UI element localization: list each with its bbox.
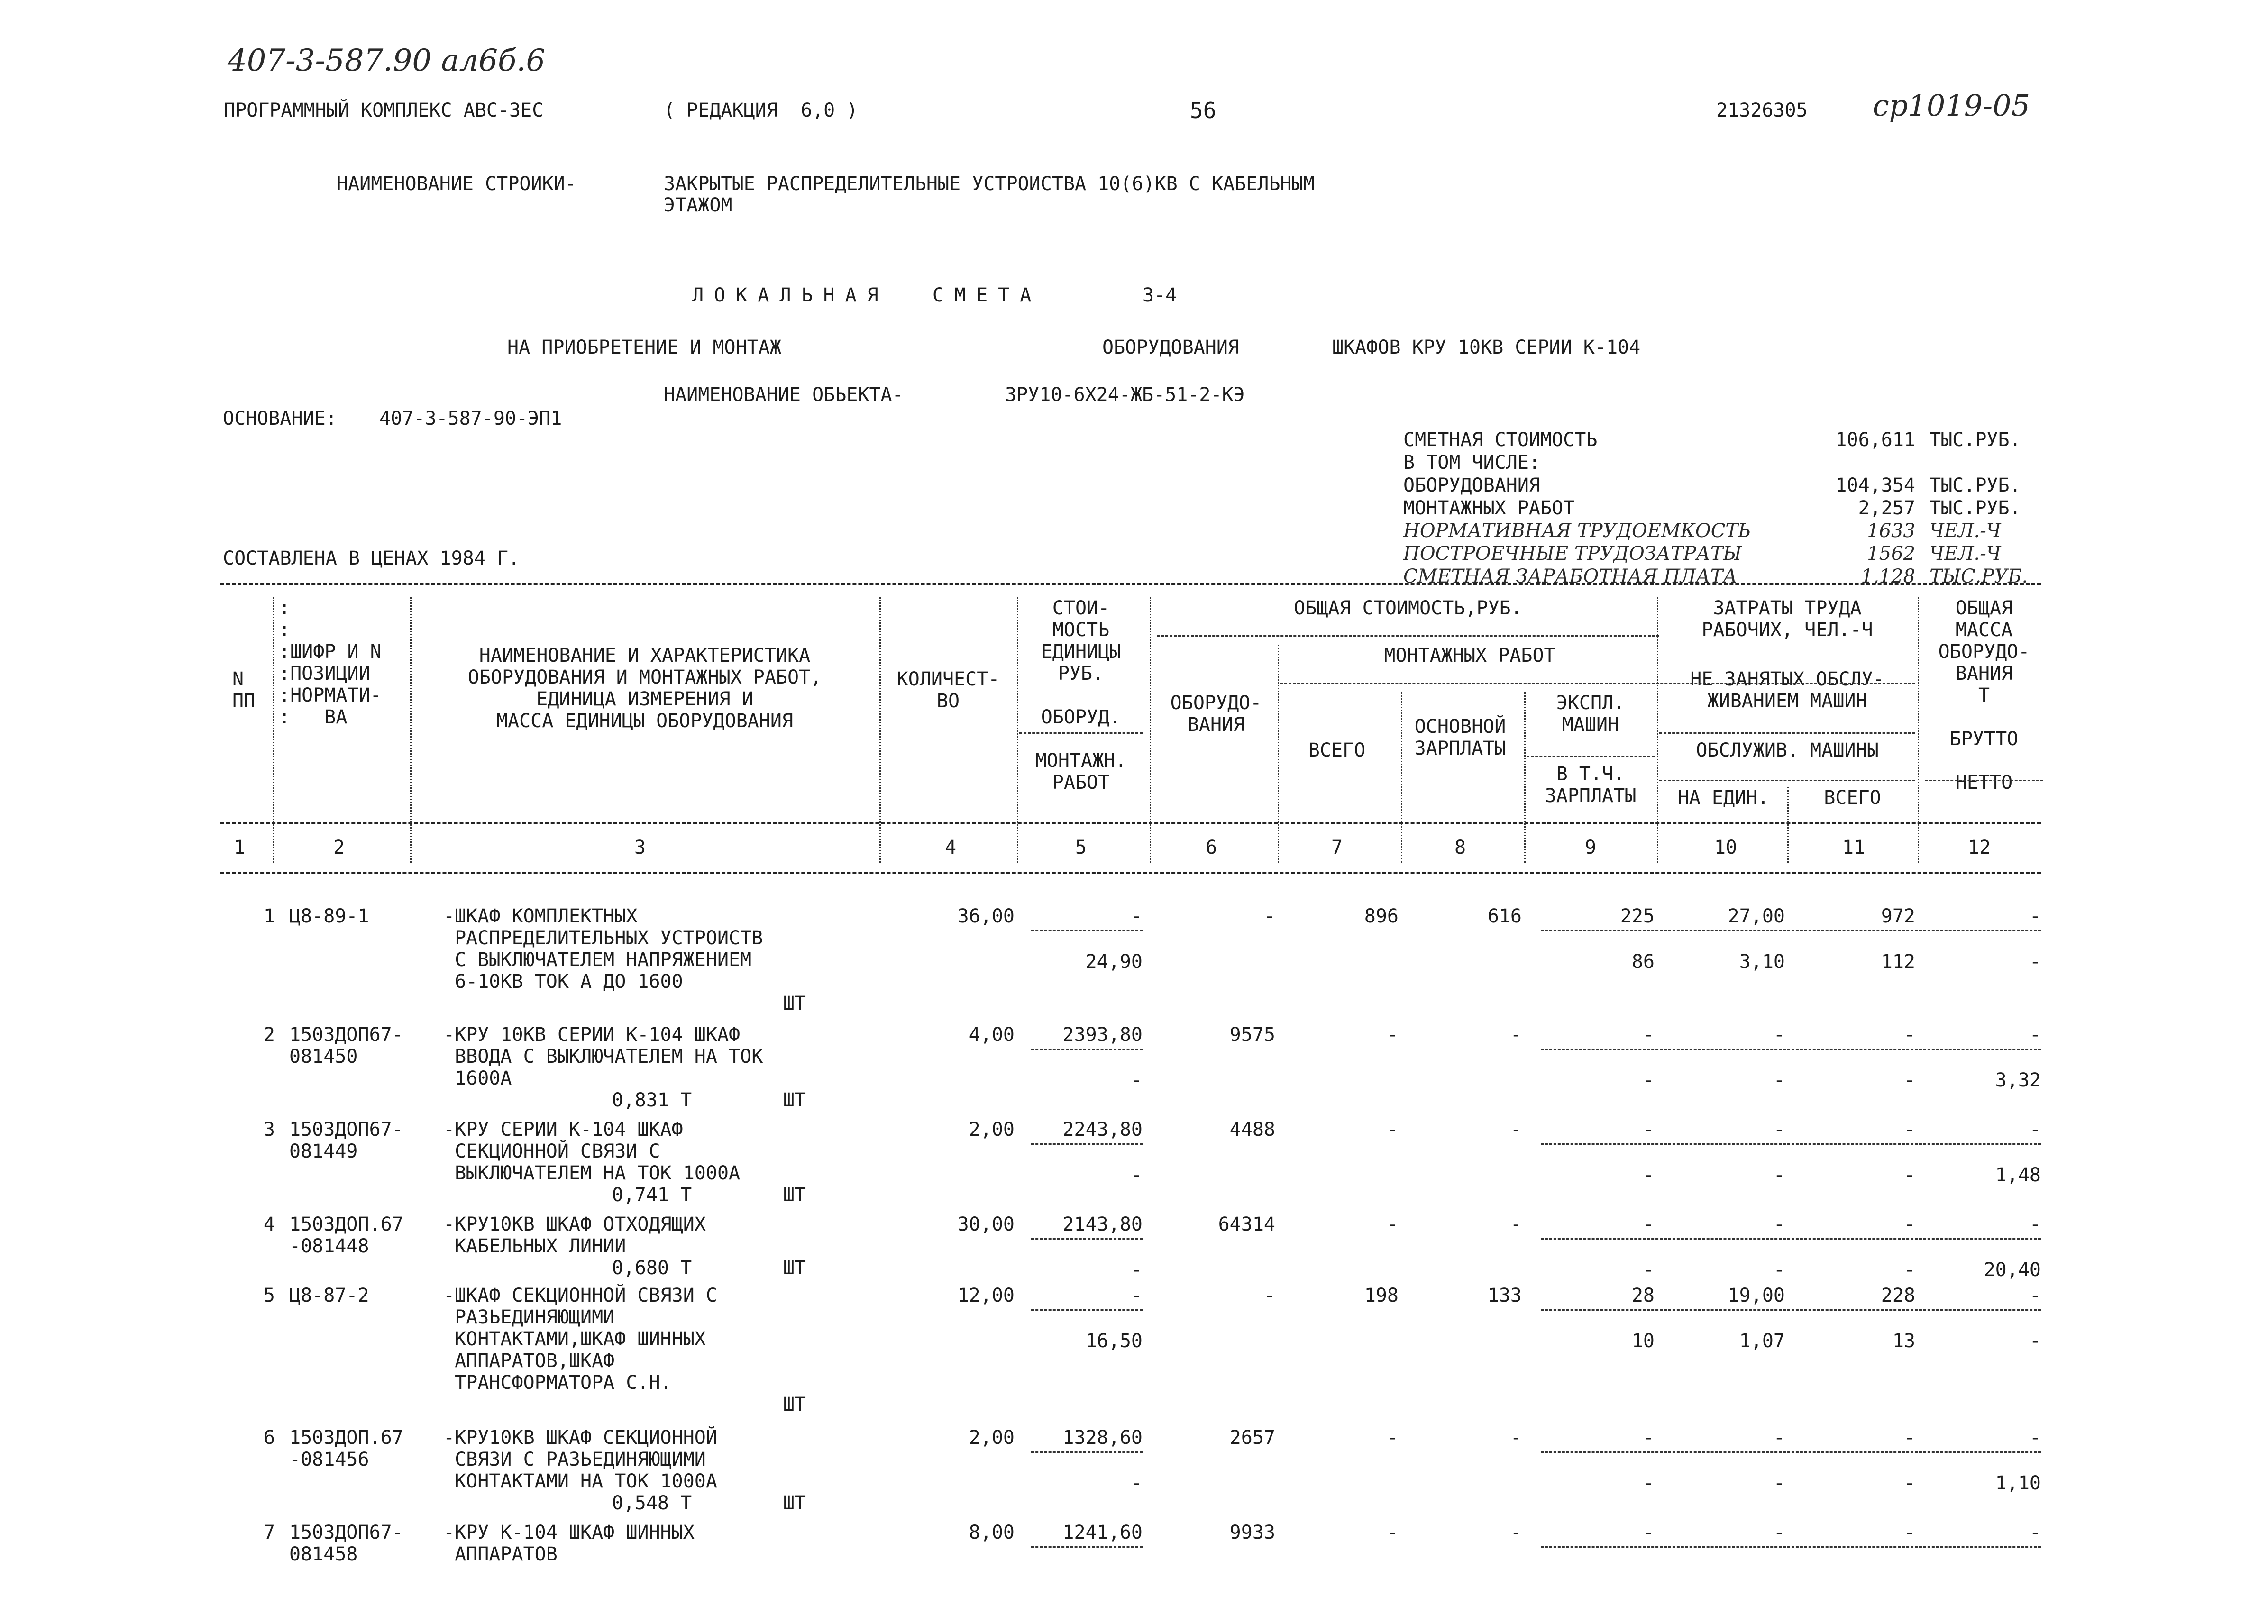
cell-m_labor_total: - <box>1903 1259 1915 1281</box>
vsep-8 <box>1524 692 1526 863</box>
cell-eq_total: - <box>1263 1285 1275 1306</box>
cell-m_labor_total: - <box>1903 1472 1915 1494</box>
cell-m_labor_unit: 1,07 <box>1739 1330 1785 1352</box>
summary-label: ОБОРУДОВАНИЯ <box>1403 474 1540 496</box>
header-rule-install <box>1280 683 1915 684</box>
cell-eq_unit: 2143,80 <box>1062 1213 1143 1235</box>
cell-netto: - <box>2029 1330 2041 1352</box>
summary-value: 1,128 <box>1861 566 1915 587</box>
cell-m_labor_unit: - <box>1773 1069 1785 1091</box>
summary-value: 1562 <box>1867 543 1915 565</box>
header-col3: НАИМЕНОВАНИЕ И ХАРАКТЕРИСТИКА ОБОРУДОВАНИЯ И МОНТАЖНЫХ РАБОТ, ЕДИНИЦА ИЗМЕРЕНИЯ И МАССА ЕДИНИЦЫ ОБОРУДОВАНИЯ <box>467 645 822 732</box>
row-underline <box>1541 1546 2041 1548</box>
cell-m_labor_unit: - <box>1773 1259 1785 1281</box>
cell-eq_total: - <box>1263 905 1275 927</box>
row-number: 6 <box>263 1427 275 1449</box>
column-number: 5 <box>1075 837 1087 858</box>
row-code: 1503ДОП67- 081449 <box>289 1119 403 1162</box>
header-rule-total <box>1157 635 1659 637</box>
row-name: -КРУ СЕРИИ К-104 ШКАФ СЕКЦИОННОЙ СВЯЗИ С ВЫКЛЮЧАТЕЛЕМ НА ТОК 1000А <box>443 1119 741 1184</box>
row-name: -КРУ 10КВ СЕРИИ К-104 ШКАФ ВВОДА С ВЫКЛЮЧАТЕЛЕМ НА ТОК 1600А <box>443 1024 763 1089</box>
handwritten-code: ср1019-05 <box>1873 88 2030 123</box>
row-name: -КРУ10КВ ШКАФ СЕКЦИОННОЙ СВЯЗИ С РАЗЬЕДИНЯЮЩИМИ КОНТАКТАМИ НА ТОК 1000А <box>443 1427 717 1492</box>
cell-eq_unit: - <box>1131 1285 1143 1306</box>
cell-mach: 225 <box>1620 905 1655 927</box>
row-underline <box>1541 1143 2041 1145</box>
cell-labor_total: - <box>1903 1119 1915 1140</box>
document-number: 3-4 <box>1143 284 1177 306</box>
column-number: 6 <box>1205 837 1217 858</box>
cell-netto: - <box>2029 951 2041 973</box>
row-number: 3 <box>263 1119 275 1140</box>
header-bottom-rule <box>220 872 2041 874</box>
header-col9-machines: ЭКСПЛ. МАШИН <box>1556 692 1625 736</box>
header-rule-unit-cost <box>1019 732 1143 734</box>
cell-mach_wage: - <box>1643 1472 1655 1494</box>
header-rule-mach <box>1527 756 1655 757</box>
cell-labor_unit: 19,00 <box>1728 1285 1785 1306</box>
header-total-cost: ОБЩАЯ СТОИМОСТЬ,РУБ. <box>1294 597 1522 619</box>
row-mass-unit: 0,831 Т ШТ <box>612 1089 806 1111</box>
header-col9-wages: В Т.Ч. ЗАРПЛАТЫ <box>1545 763 1637 807</box>
summary-unit: ТЫС.РУБ. <box>1930 429 2021 451</box>
column-number: 2 <box>333 837 345 858</box>
cell-mach_wage: - <box>1643 1259 1655 1281</box>
basis-value: 407-3-587-90-ЭП1 <box>379 408 562 429</box>
cell-base_wage: 616 <box>1487 905 1522 927</box>
summary-label: ПОСТРОЕЧНЫЕ ТРУДОЗАТРАТЫ <box>1403 543 1742 565</box>
column-number: 11 <box>1842 837 1866 858</box>
row-mass-unit: ШТ <box>783 1394 806 1415</box>
vsep-11 <box>1918 597 1919 863</box>
cell-mach: - <box>1643 1522 1655 1543</box>
row-code: 1503ДОП.67 -081448 <box>289 1213 403 1257</box>
cell-mach: - <box>1643 1119 1655 1140</box>
row-name: -ШКАФ КОМПЛЕКТНЫХ РАСПРЕДЕЛИТЕЛЬНЫХ УСТРОИСТВ С ВЫКЛЮЧАТЕЛЕМ НАПРЯЖЕНИЕМ 6-10КВ ТОК А ДО 1600 <box>443 905 763 993</box>
cell-labor_unit: 27,00 <box>1728 905 1785 927</box>
row-mass-unit: ШТ <box>783 993 806 1014</box>
header-col2: : : :ШИФР И N :ПОЗИЦИИ :НОРМАТИ- : ВА <box>279 597 382 728</box>
program-name: ПРОГРАММНЫЙ КОМПЛЕКС АВС-3ЕС <box>224 100 544 121</box>
column-number: 1 <box>233 837 246 858</box>
cell-inst_unit: - <box>1131 1164 1143 1186</box>
cell-labor_total: 972 <box>1881 905 1915 927</box>
column-number: 3 <box>634 837 646 858</box>
summary-label: МОНТАЖНЫХ РАБОТ <box>1403 497 1575 519</box>
vsep-7 <box>1401 692 1402 863</box>
summary-unit: ЧЕЛ.-Ч <box>1930 543 2001 565</box>
row-name: -КРУ10КВ ШКАФ ОТХОДЯЩИХ КАБЕЛЬНЫХ ЛИНИИ <box>443 1213 706 1257</box>
column-number: 12 <box>1967 837 1991 858</box>
row-name: -ШКАФ СЕКЦИОННОЙ СВЯЗИ С РАЗЬЕДИНЯЮЩИМИ КОНТАКТАМИ,ШКАФ ШИННЫХ АППАРАТОВ,ШКАФ ТРАНСФОРМАТОРА С.Н. <box>443 1285 717 1394</box>
cell-eq_total: 9933 <box>1229 1522 1275 1543</box>
row-code: 1503ДОП67- 081450 <box>289 1024 403 1067</box>
cell-brutto: - <box>2029 1024 2041 1046</box>
cell-m_labor_total: - <box>1903 1164 1915 1186</box>
row-mass-unit: 0,680 Т ШТ <box>612 1257 806 1279</box>
cell-inst_total: - <box>1387 1213 1399 1235</box>
row-underline <box>1541 1049 2041 1050</box>
vsep-10 <box>1787 787 1789 863</box>
column-number: 7 <box>1331 837 1343 858</box>
header-rule-labor2 <box>1659 780 1915 781</box>
cell-inst_unit: 16,50 <box>1085 1330 1143 1352</box>
cell-brutto: - <box>2029 1213 2041 1235</box>
cell-m_labor_total: 112 <box>1881 951 1915 973</box>
summary-unit: ТЫС.РУБ. <box>1930 497 2021 519</box>
vsep-3 <box>879 597 881 863</box>
cell-eq_total: 9575 <box>1229 1024 1275 1046</box>
summary-label: НОРМАТИВНАЯ ТРУДОЕМКОСТЬ <box>1403 520 1751 542</box>
summary-label: СМЕТНАЯ ЗАРАБОТНАЯ ПЛАТА <box>1403 566 1738 587</box>
column-number: 9 <box>1584 837 1597 858</box>
cell-qty: 36,00 <box>957 905 1015 927</box>
row-mass-unit: 0,741 Т ШТ <box>612 1184 806 1206</box>
cell-base_wage: - <box>1510 1213 1522 1235</box>
cell-inst_total: - <box>1387 1119 1399 1140</box>
vsep-1 <box>273 597 274 863</box>
program-edition: ( РЕДАКЦИЯ 6,0 ) <box>664 100 858 121</box>
object-label: НАИМЕНОВАНИЕ ОБЬЕКТА- <box>664 384 904 406</box>
cell-mach_wage: - <box>1643 1164 1655 1186</box>
subject-part2: ОБОРУДОВАНИЯ <box>1102 337 1239 358</box>
vsep-6 <box>1278 645 1279 863</box>
cell-labor_unit: - <box>1773 1213 1785 1235</box>
vsep-9 <box>1657 597 1658 863</box>
cell-mach_wage: 86 <box>1631 951 1655 973</box>
header-mid-rule <box>220 822 2041 824</box>
cell-mach_wage: - <box>1643 1069 1655 1091</box>
summary-value: 1633 <box>1867 520 1915 542</box>
row-underline <box>1031 1451 1143 1453</box>
row-underline <box>1541 1238 2041 1240</box>
header-rule-labor <box>1659 732 1915 734</box>
construction-label: НАИМЕНОВАНИЕ СТРОИКИ- <box>337 173 576 195</box>
header-top-rule <box>220 583 2041 585</box>
cell-inst_total: 198 <box>1364 1285 1399 1306</box>
row-number: 1 <box>263 905 275 927</box>
header-labor-no-machines: НЕ ЗАНЯТЫХ ОБСЛУ- ЖИВАНИЕМ МАШИН <box>1690 668 1884 712</box>
cell-mach: - <box>1643 1024 1655 1046</box>
cell-eq_total: 4488 <box>1229 1119 1275 1140</box>
cell-mach_wage: 10 <box>1631 1330 1655 1352</box>
summary-value: 104,354 <box>1835 474 1915 496</box>
cell-labor_unit: - <box>1773 1522 1785 1543</box>
prices-basis: СОСТАВЛЕНА В ЦЕНАХ 1984 Г. <box>223 547 520 569</box>
row-code: 1503ДОП.67 -081456 <box>289 1427 403 1470</box>
row-number: 5 <box>263 1285 275 1306</box>
row-mass-unit: 0,548 Т ШТ <box>612 1492 806 1514</box>
header-col7: ВСЕГО <box>1308 739 1366 761</box>
cell-m_labor_unit: - <box>1773 1164 1785 1186</box>
cell-qty: 30,00 <box>957 1213 1015 1235</box>
subject-part1: НА ПРИОБРЕТЕНИЕ И МОНТАЖ <box>507 337 781 358</box>
header-col11: ВСЕГО <box>1824 787 1881 809</box>
cell-eq_total: 2657 <box>1229 1427 1275 1449</box>
object-value: ЗРУ10-6Х24-ЖБ-51-2-КЭ <box>1005 384 1245 406</box>
summary-value: 106,611 <box>1835 429 1915 451</box>
cell-qty: 2,00 <box>969 1119 1015 1140</box>
column-number: 4 <box>944 837 957 858</box>
row-number: 4 <box>263 1213 275 1235</box>
cell-m_labor_unit: 3,10 <box>1739 951 1785 973</box>
row-number: 7 <box>263 1522 275 1543</box>
construction-name-line1: ЗАКРЫТЫЕ РАСПРЕДЕЛИТЕЛЬНЫЕ УСТРОИСТВА 10(6)КВ С КАБЕЛЬНЫМ <box>664 173 1315 195</box>
row-underline <box>1031 1238 1143 1240</box>
row-underline <box>1031 1309 1143 1311</box>
row-code: Ц8-89-1 <box>289 905 369 927</box>
summary-unit: ЧЕЛ.-Ч <box>1930 520 2001 542</box>
header-col8: ОСНОВНОЙ ЗАРПЛАТЫ <box>1414 716 1506 759</box>
cell-eq_total: 64314 <box>1218 1213 1275 1235</box>
cell-m_labor_unit: - <box>1773 1472 1785 1494</box>
column-number: 8 <box>1454 837 1466 858</box>
cell-labor_unit: - <box>1773 1119 1785 1140</box>
header-col5: СТОИ- МОСТЬ ЕДИНИЦЫ РУБ. ОБОРУД. МОНТАЖН. РАБОТ <box>1035 597 1127 794</box>
cell-inst_unit: - <box>1131 1069 1143 1091</box>
cell-mach: - <box>1643 1427 1655 1449</box>
cell-qty: 8,00 <box>969 1522 1015 1543</box>
cell-labor_total: - <box>1903 1213 1915 1235</box>
vsep-5 <box>1150 597 1151 863</box>
cell-inst_total: - <box>1387 1522 1399 1543</box>
header-col6: ОБОРУДО- ВАНИЯ <box>1170 692 1262 736</box>
header-col1: N ПП <box>232 668 256 712</box>
column-number: 10 <box>1714 837 1738 858</box>
cell-eq_unit: 1328,60 <box>1062 1427 1143 1449</box>
row-underline <box>1541 930 2041 931</box>
row-underline <box>1541 1451 2041 1453</box>
header-col4: КОЛИЧЕСТ- ВО <box>896 668 1000 712</box>
header-col12: ОБЩАЯ МАССА ОБОРУДО- ВАНИЯ Т БРУТТО НЕТТО <box>1938 597 2030 794</box>
cell-eq_unit: 2243,80 <box>1062 1119 1143 1140</box>
handwritten-archive-number: 407-3-587.90 ал6б.6 <box>228 43 546 78</box>
cell-brutto: - <box>2029 1119 2041 1140</box>
cell-inst_unit: 24,90 <box>1085 951 1143 973</box>
header-labor: ЗАТРАТЫ ТРУДА РАБОЧИХ, ЧЕЛ.-Ч <box>1701 597 1873 641</box>
cell-mach: 28 <box>1631 1285 1655 1306</box>
row-code: 1503ДОП67- 081458 <box>289 1522 403 1565</box>
cell-labor_total: - <box>1903 1024 1915 1046</box>
header-col10: НА ЕДИН. <box>1677 787 1769 809</box>
cell-base_wage: - <box>1510 1427 1522 1449</box>
cell-mach: - <box>1643 1213 1655 1235</box>
cell-inst_total: - <box>1387 1427 1399 1449</box>
cell-inst_unit: - <box>1131 1259 1143 1281</box>
cell-qty: 12,00 <box>957 1285 1015 1306</box>
summary-label: В ТОМ ЧИСЛЕ: <box>1403 452 1540 474</box>
cell-netto: 1,10 <box>1995 1472 2041 1494</box>
row-underline <box>1031 1143 1143 1145</box>
row-underline <box>1541 1309 2041 1311</box>
cell-base_wage: - <box>1510 1024 1522 1046</box>
cell-brutto: - <box>2029 1285 2041 1306</box>
cell-qty: 4,00 <box>969 1024 1015 1046</box>
cell-netto: 3,32 <box>1995 1069 2041 1091</box>
vsep-4 <box>1017 597 1018 863</box>
cell-labor_unit: - <box>1773 1024 1785 1046</box>
cell-base_wage: 133 <box>1487 1285 1522 1306</box>
cell-netto: 1,48 <box>1995 1164 2041 1186</box>
summary-unit: ТЫС.РУБ. <box>1930 566 2028 587</box>
document-code: 21326305 <box>1716 100 1808 121</box>
cell-labor_unit: - <box>1773 1427 1785 1449</box>
cell-brutto: - <box>2029 1522 2041 1543</box>
cell-inst_total: - <box>1387 1024 1399 1046</box>
cell-m_labor_total: - <box>1903 1069 1915 1091</box>
row-number: 2 <box>263 1024 275 1046</box>
cell-qty: 2,00 <box>969 1427 1015 1449</box>
page-number: 56 <box>1190 98 1216 123</box>
cell-base_wage: - <box>1510 1119 1522 1140</box>
basis-label: ОСНОВАНИЕ: <box>223 408 337 429</box>
subject-part3: ШКАФОВ КРУ 10КВ СЕРИИ К-104 <box>1332 337 1641 358</box>
summary-unit: ТЫС.РУБ. <box>1930 474 2021 496</box>
cell-eq_unit: - <box>1131 905 1143 927</box>
cell-brutto: - <box>2029 905 2041 927</box>
cell-labor_total: - <box>1903 1522 1915 1543</box>
row-code: Ц8-87-2 <box>289 1285 369 1306</box>
row-name: -КРУ К-104 ШКАФ ШИННЫХ АППАРАТОВ <box>443 1522 695 1565</box>
construction-name-line2: ЭТАЖОМ <box>664 194 732 216</box>
header-rule-mass <box>1925 780 2043 781</box>
header-installation: МОНТАЖНЫХ РАБОТ <box>1384 645 1555 666</box>
summary-value: 2,257 <box>1858 497 1915 519</box>
cell-labor_total: - <box>1903 1427 1915 1449</box>
cell-m_labor_total: 13 <box>1892 1330 1915 1352</box>
cell-inst_unit: - <box>1131 1472 1143 1494</box>
cell-inst_total: 896 <box>1364 905 1399 927</box>
cell-netto: 20,40 <box>1984 1259 2041 1281</box>
summary-label: СМЕТНАЯ СТОИМОСТЬ <box>1403 429 1598 451</box>
vsep-2 <box>410 597 412 863</box>
row-underline <box>1031 1049 1143 1050</box>
cell-eq_unit: 1241,60 <box>1062 1522 1143 1543</box>
cell-brutto: - <box>2029 1427 2041 1449</box>
cell-base_wage: - <box>1510 1522 1522 1543</box>
document-title: ЛОКАЛЬНАЯ СМЕТА <box>692 284 1042 306</box>
row-underline <box>1031 1546 1143 1548</box>
cell-labor_total: 228 <box>1881 1285 1915 1306</box>
cell-eq_unit: 2393,80 <box>1062 1024 1143 1046</box>
row-underline <box>1031 930 1143 931</box>
header-labor-machines: ОБСЛУЖИВ. МАШИНЫ <box>1696 739 1879 761</box>
